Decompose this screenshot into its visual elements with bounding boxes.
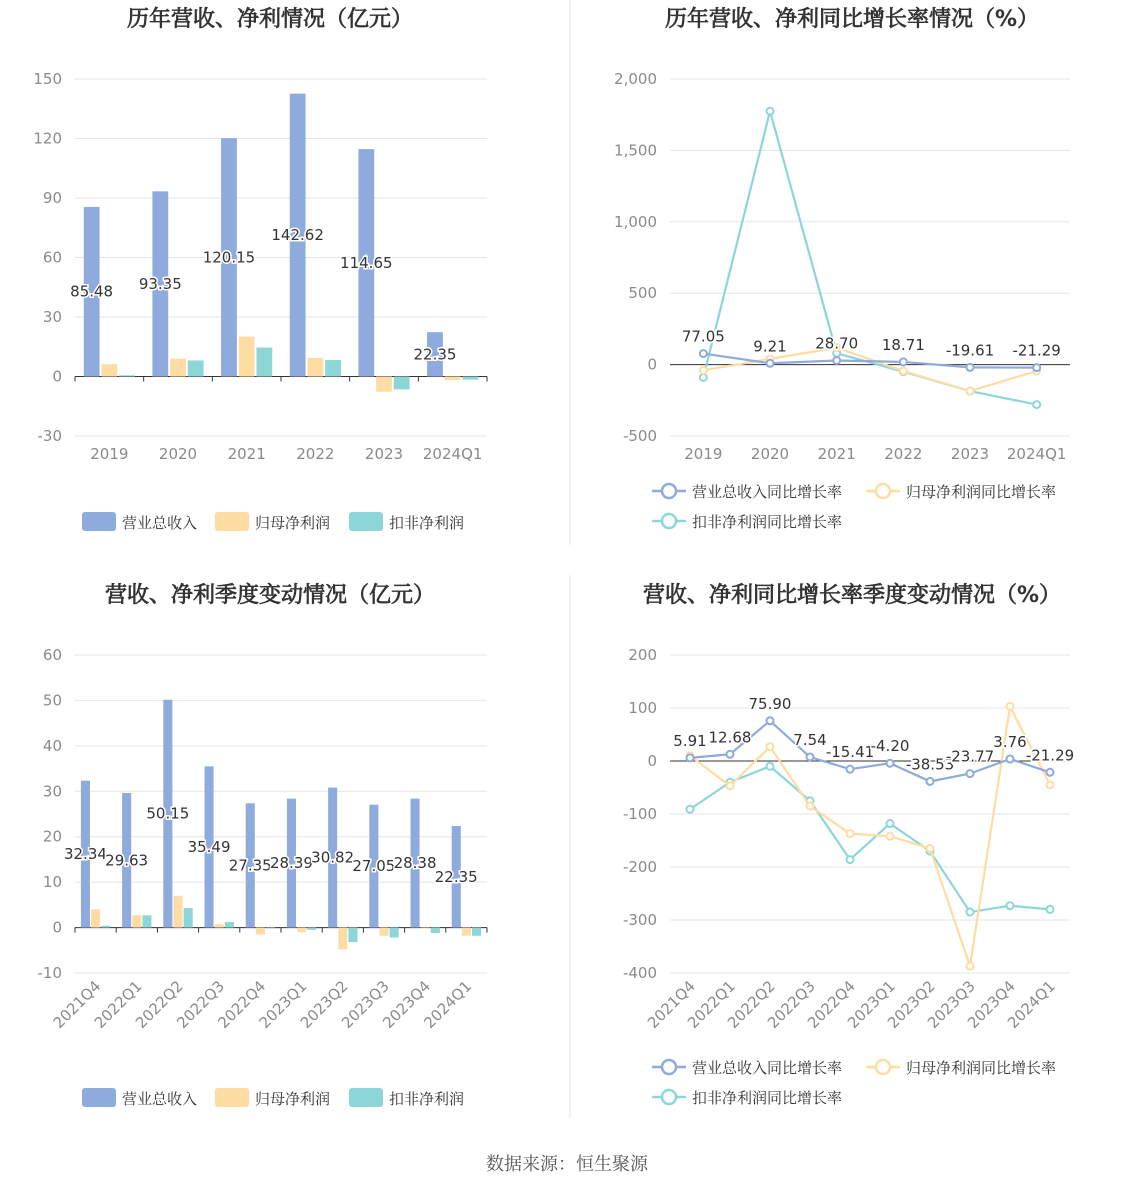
- y-tick-label: -500: [622, 427, 657, 445]
- data-label: 27.35: [228, 856, 272, 875]
- y-tick-label: 1,000: [614, 212, 657, 231]
- data-label: 120.15: [202, 248, 256, 267]
- x-tick-label: 2023Q1: [255, 977, 311, 1032]
- data-label: 93.35: [138, 274, 182, 293]
- series-point-3: [767, 763, 774, 770]
- series-point-3: [967, 909, 974, 916]
- data-label: 22.35: [413, 345, 457, 364]
- legend-label: 归母净利润同比增长率: [906, 483, 1057, 501]
- data-label: 77.05: [681, 327, 725, 346]
- data-label: 22.35: [434, 867, 478, 886]
- legend-label: 归母净利润同比增长率: [906, 1059, 1057, 1077]
- x-tick-label: 2023Q2: [884, 977, 939, 1032]
- legend-marker-1: [662, 484, 676, 498]
- legend-label: 归母净利润: [255, 1090, 331, 1108]
- chart-title: 历年营收、净利同比增长率情况（%）: [664, 7, 1040, 32]
- bar-2: [338, 928, 347, 950]
- data-label: 142.62: [271, 226, 324, 245]
- y-tick-label: 1,500: [614, 141, 657, 160]
- legend: [652, 1059, 1056, 1107]
- x-tick-label: 2021: [227, 445, 266, 463]
- series-point-3: [887, 820, 894, 827]
- legend: [652, 483, 1056, 531]
- y-tick-label: 0: [52, 367, 62, 386]
- series-point-3: [687, 806, 694, 813]
- data-label: 32.34: [63, 845, 107, 864]
- series-point-1: [833, 357, 840, 364]
- y-tick-label: 10: [42, 873, 62, 892]
- x-tick-label: 2022Q3: [173, 977, 229, 1032]
- data-label: 114.65: [340, 253, 393, 272]
- series-point-2: [767, 743, 774, 750]
- x-tick-label: 2021: [817, 445, 856, 463]
- bar-3: [431, 928, 440, 933]
- series-point-1: [967, 770, 974, 777]
- y-tick-label: 2,000: [614, 70, 657, 88]
- x-tick-label: 2024Q1: [420, 977, 476, 1032]
- data-label: -21.29: [1012, 341, 1061, 360]
- chart-3: [38, 582, 488, 1108]
- data-label: -15.41: [825, 743, 875, 762]
- series-point-1: [687, 754, 694, 761]
- x-tick-label: 2023Q3: [338, 977, 393, 1032]
- bar-2: [421, 928, 430, 929]
- bar-3: [307, 928, 316, 930]
- data-label: 85.48: [70, 282, 114, 301]
- legend-label: 扣非净利润同比增长率: [692, 513, 843, 531]
- data-label: 30.82: [311, 848, 355, 867]
- data-label: -38.53: [905, 755, 955, 774]
- x-tick-label: 2020: [158, 445, 198, 463]
- x-tick-label: 2021Q4: [644, 977, 699, 1032]
- legend-label: 营业总收入: [122, 514, 198, 532]
- series-point-3: [767, 108, 774, 115]
- legend-marker-3: [662, 514, 676, 528]
- chart-title: 历年营收、净利情况（亿元）: [126, 7, 414, 32]
- data-source-footer: 数据来源：恒生聚源: [486, 1154, 648, 1175]
- series-point-2: [1047, 781, 1054, 788]
- y-tick-label: 0: [647, 355, 657, 374]
- y-tick-label: 40: [42, 736, 62, 755]
- x-tick-label: 2024Q1: [1004, 977, 1059, 1032]
- chart-4: [623, 582, 1074, 1107]
- series-point-3: [847, 856, 854, 863]
- y-tick-label: 100: [628, 699, 657, 717]
- series-point-2: [807, 803, 814, 810]
- y-tick-label: 20: [42, 827, 62, 846]
- legend: [82, 512, 464, 532]
- series-point-2: [847, 830, 854, 837]
- x-tick-label: 2023Q4: [964, 977, 1019, 1032]
- x-tick-label: 2022Q1: [684, 977, 739, 1032]
- x-tick-label: 2023: [950, 445, 990, 463]
- bar-3: [184, 908, 193, 928]
- bar-3: [188, 360, 204, 376]
- y-tick-label: 30: [42, 308, 62, 326]
- x-tick-label: 2022Q1: [90, 977, 146, 1032]
- series-point-3: [1007, 902, 1014, 909]
- bar-3: [348, 928, 357, 943]
- bar-3: [325, 360, 341, 376]
- bar-2: [445, 377, 461, 381]
- series-point-3: [1047, 906, 1054, 913]
- series-point-2: [727, 782, 734, 789]
- legend-swatch-2: [215, 1088, 249, 1107]
- bar-2: [173, 896, 182, 928]
- legend-marker-1: [662, 1060, 676, 1074]
- legend-swatch-2: [215, 512, 249, 531]
- bar-2: [376, 377, 392, 392]
- y-tick-label: 90: [42, 189, 62, 207]
- legend-label: 扣非净利润: [389, 514, 465, 532]
- data-label: 18.71: [881, 335, 925, 354]
- data-label: -21.29: [1025, 746, 1075, 765]
- bar-2: [215, 924, 224, 927]
- x-tick-label: 2024Q1: [1006, 445, 1067, 463]
- y-tick-label: 200: [628, 646, 657, 664]
- series-point-2: [887, 833, 894, 840]
- series-point-2: [700, 367, 707, 374]
- legend-swatch-1: [82, 1088, 116, 1107]
- x-tick-label: 2020: [750, 445, 790, 463]
- x-tick-label: 2022Q4: [214, 977, 270, 1032]
- chart-2: [614, 6, 1070, 531]
- series-point-1: [767, 360, 774, 367]
- legend-label: 营业总收入同比增长率: [692, 1059, 843, 1077]
- bar-3: [256, 348, 272, 377]
- y-tick-label: 30: [42, 782, 62, 801]
- legend-marker-3: [662, 1090, 676, 1104]
- bar-3: [472, 928, 481, 936]
- data-label: 35.49: [187, 837, 231, 856]
- x-tick-label: 2023: [364, 445, 404, 463]
- data-label: 28.70: [815, 334, 859, 353]
- legend-swatch-3: [349, 512, 383, 531]
- series-point-2: [900, 368, 907, 375]
- chart-title: 营收、净利季度变动情况（亿元）: [104, 583, 436, 608]
- data-label: 27.05: [352, 857, 396, 876]
- y-tick-label: 120: [33, 129, 62, 148]
- bar-2: [239, 337, 255, 377]
- series-point-2: [927, 845, 934, 852]
- x-tick-label: 2022Q2: [724, 977, 779, 1032]
- x-tick-label: 2019: [90, 445, 129, 463]
- legend: [82, 1088, 464, 1108]
- legend-label: 营业总收入同比增长率: [692, 483, 843, 501]
- y-tick-label: -30: [37, 427, 62, 445]
- data-label: 7.54: [793, 731, 827, 750]
- data-label: 12.68: [708, 728, 752, 747]
- series-point-1: [700, 350, 707, 357]
- bar-2: [379, 928, 388, 936]
- x-tick-label: 2022Q3: [764, 977, 819, 1032]
- series-point-1: [767, 717, 774, 724]
- bar-2: [256, 928, 265, 935]
- bar-3: [101, 926, 110, 928]
- data-label: 50.15: [146, 804, 190, 823]
- x-tick-label: 2023Q2: [296, 977, 352, 1032]
- bar-3: [390, 928, 399, 938]
- data-label: -19.61: [945, 341, 995, 360]
- bar-3: [119, 375, 135, 376]
- legend-label: 营业总收入: [122, 1090, 198, 1108]
- bar-2: [132, 915, 141, 927]
- series-point-1: [927, 778, 934, 785]
- series-line-3: [690, 766, 1050, 912]
- x-tick-label: 2022Q2: [132, 977, 187, 1032]
- y-tick-label: -100: [622, 805, 657, 823]
- series-point-2: [967, 963, 974, 970]
- bar-3: [225, 922, 234, 927]
- series-point-1: [900, 358, 907, 365]
- bar-2: [101, 364, 117, 376]
- x-tick-label: 2021Q4: [49, 977, 105, 1032]
- y-tick-label: 0: [647, 752, 657, 770]
- series-point-1: [1033, 364, 1040, 371]
- y-tick-label: 500: [628, 284, 657, 303]
- legend-swatch-1: [82, 512, 116, 531]
- series-point-1: [1007, 756, 1014, 763]
- bar-3: [394, 377, 410, 390]
- series-point-1: [1047, 769, 1054, 776]
- bar-2: [91, 909, 100, 927]
- chart-title: 营收、净利同比增长率季度变动情况（%）: [642, 583, 1062, 608]
- y-tick-label: -10: [37, 964, 62, 982]
- bar-2: [170, 359, 186, 377]
- series-point-1: [727, 751, 734, 758]
- x-tick-label: 2019: [684, 445, 723, 463]
- data-label: 29.63: [105, 851, 149, 870]
- y-tick-label: 50: [42, 691, 62, 710]
- legend-label: 归母净利润: [255, 514, 331, 532]
- data-label: 3.76: [993, 733, 1027, 752]
- legend-marker-2: [876, 1060, 890, 1074]
- bar-3: [462, 377, 478, 380]
- data-label: 5.91: [673, 731, 707, 750]
- y-tick-label: 60: [42, 248, 62, 267]
- x-tick-label: 2024Q1: [422, 445, 483, 463]
- bar-3: [266, 928, 275, 929]
- legend-label: 扣非净利润: [389, 1090, 465, 1108]
- y-tick-label: -300: [622, 911, 657, 929]
- legend-label: 扣非净利润同比增长率: [692, 1089, 843, 1107]
- x-tick-label: 2022: [884, 445, 923, 463]
- series-point-1: [887, 760, 894, 767]
- bar-2: [297, 928, 306, 933]
- data-label: -4.20: [870, 737, 910, 756]
- legend-swatch-3: [349, 1088, 383, 1107]
- series-point-2: [1007, 703, 1014, 710]
- data-label: 9.21: [753, 337, 787, 356]
- y-tick-label: 60: [42, 646, 62, 664]
- bar-2: [462, 928, 471, 936]
- data-label: 28.39: [269, 854, 313, 873]
- x-tick-label: 2023Q3: [924, 977, 979, 1032]
- data-label: 28.38: [393, 854, 437, 873]
- y-tick-label: -200: [622, 858, 657, 876]
- series-point-1: [847, 766, 854, 773]
- y-tick-label: 0: [52, 918, 62, 937]
- series-point-3: [700, 374, 707, 381]
- series-point-1: [807, 754, 814, 761]
- y-tick-label: -400: [622, 964, 657, 982]
- series-point-2: [967, 388, 974, 395]
- chart-1: [33, 6, 487, 532]
- x-tick-label: 2022: [296, 445, 335, 463]
- x-tick-label: 2023Q4: [379, 977, 435, 1032]
- x-tick-label: 2022Q4: [804, 977, 859, 1032]
- y-tick-label: 150: [33, 70, 62, 88]
- data-label: -23.77: [945, 747, 995, 766]
- legend-marker-2: [876, 484, 890, 498]
- series-point-1: [967, 364, 974, 371]
- data-label: 75.90: [748, 694, 792, 713]
- bar-2: [307, 358, 323, 376]
- series-point-3: [1033, 401, 1040, 408]
- bar-3: [142, 915, 151, 927]
- x-tick-label: 2023Q1: [844, 977, 899, 1032]
